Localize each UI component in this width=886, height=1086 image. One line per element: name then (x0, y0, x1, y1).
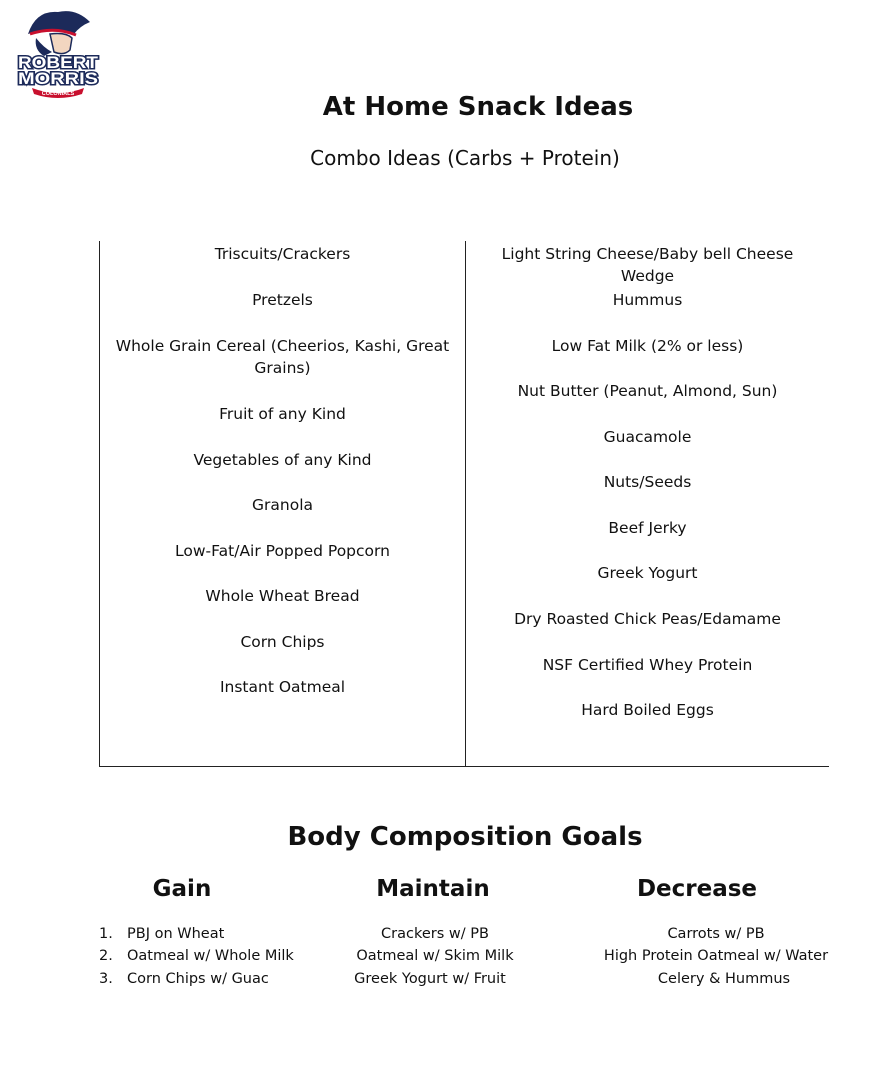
protein-item: Nut Butter (Peanut, Almond, Sun) (517, 382, 778, 400)
maintain-item: Crackers w/ PB (381, 926, 489, 942)
carb-item: Triscuits/Crackers (214, 245, 351, 263)
carb-item: Whole Grain Cereal (Cheerios, Kashi, Great Grains) (115, 337, 450, 377)
page-subtitle: Combo Ideas (Carbs + Protein) (310, 146, 620, 170)
gain-item: Oatmeal w/ Whole Milk (127, 948, 294, 964)
protein-item: Hummus (612, 291, 683, 309)
page-title: At Home Snack Ideas (322, 92, 634, 122)
goals-title: Body Composition Goals (287, 822, 643, 852)
protein-item: Hard Boiled Eggs (581, 701, 714, 719)
protein-item: Low Fat Milk (2% or less) (551, 337, 744, 355)
protein-item: Light String Cheese/Baby bell Cheese Wedge (501, 245, 794, 285)
logo-word-morris: MORRIS (18, 69, 98, 88)
carb-item: Pretzels (252, 291, 313, 309)
maintain-heading: Maintain (376, 876, 490, 902)
decrease-item: High Protein Oatmeal w/ Water (603, 948, 829, 964)
gain-item: PBJ on Wheat (127, 926, 225, 942)
protein-item: Guacamole (603, 428, 692, 446)
protein-item: Nuts/Seeds (603, 473, 692, 491)
decrease-item: Celery & Hummus (657, 971, 791, 987)
protein-item: NSF Certified Whey Protein (542, 656, 753, 674)
carb-item: Low-Fat/Air Popped Popcorn (175, 542, 390, 560)
list-number: 3. (99, 971, 113, 987)
combo-table (99, 241, 829, 767)
list-number: 2. (99, 948, 113, 964)
logo-word-colonials: COLONIALS (41, 91, 75, 97)
robert-morris-colonials-logo (14, 4, 102, 100)
column-divider (465, 241, 466, 766)
carb-item: Instant Oatmeal (219, 678, 346, 696)
decrease-item: Carrots w/ PB (667, 926, 765, 942)
carb-item: Vegetables of any Kind (193, 451, 372, 469)
carb-item: Whole Wheat Bread (205, 587, 360, 605)
protein-item: Greek Yogurt (597, 564, 698, 582)
protein-item: Beef Jerky (608, 519, 687, 537)
logo-word-robert: ROBERT (18, 53, 99, 72)
gain-heading: Gain (152, 876, 212, 902)
carb-item: Granola (252, 496, 313, 514)
carb-item: Corn Chips (240, 633, 325, 651)
carb-item: Fruit of any Kind (219, 405, 346, 423)
decrease-heading: Decrease (636, 876, 758, 902)
protein-item: Dry Roasted Chick Peas/Edamame (514, 610, 781, 628)
maintain-item: Oatmeal w/ Skim Milk (356, 948, 514, 964)
maintain-item: Greek Yogurt w/ Fruit (354, 971, 506, 987)
list-number: 1. (99, 926, 113, 942)
gain-item: Corn Chips w/ Guac (127, 971, 269, 987)
